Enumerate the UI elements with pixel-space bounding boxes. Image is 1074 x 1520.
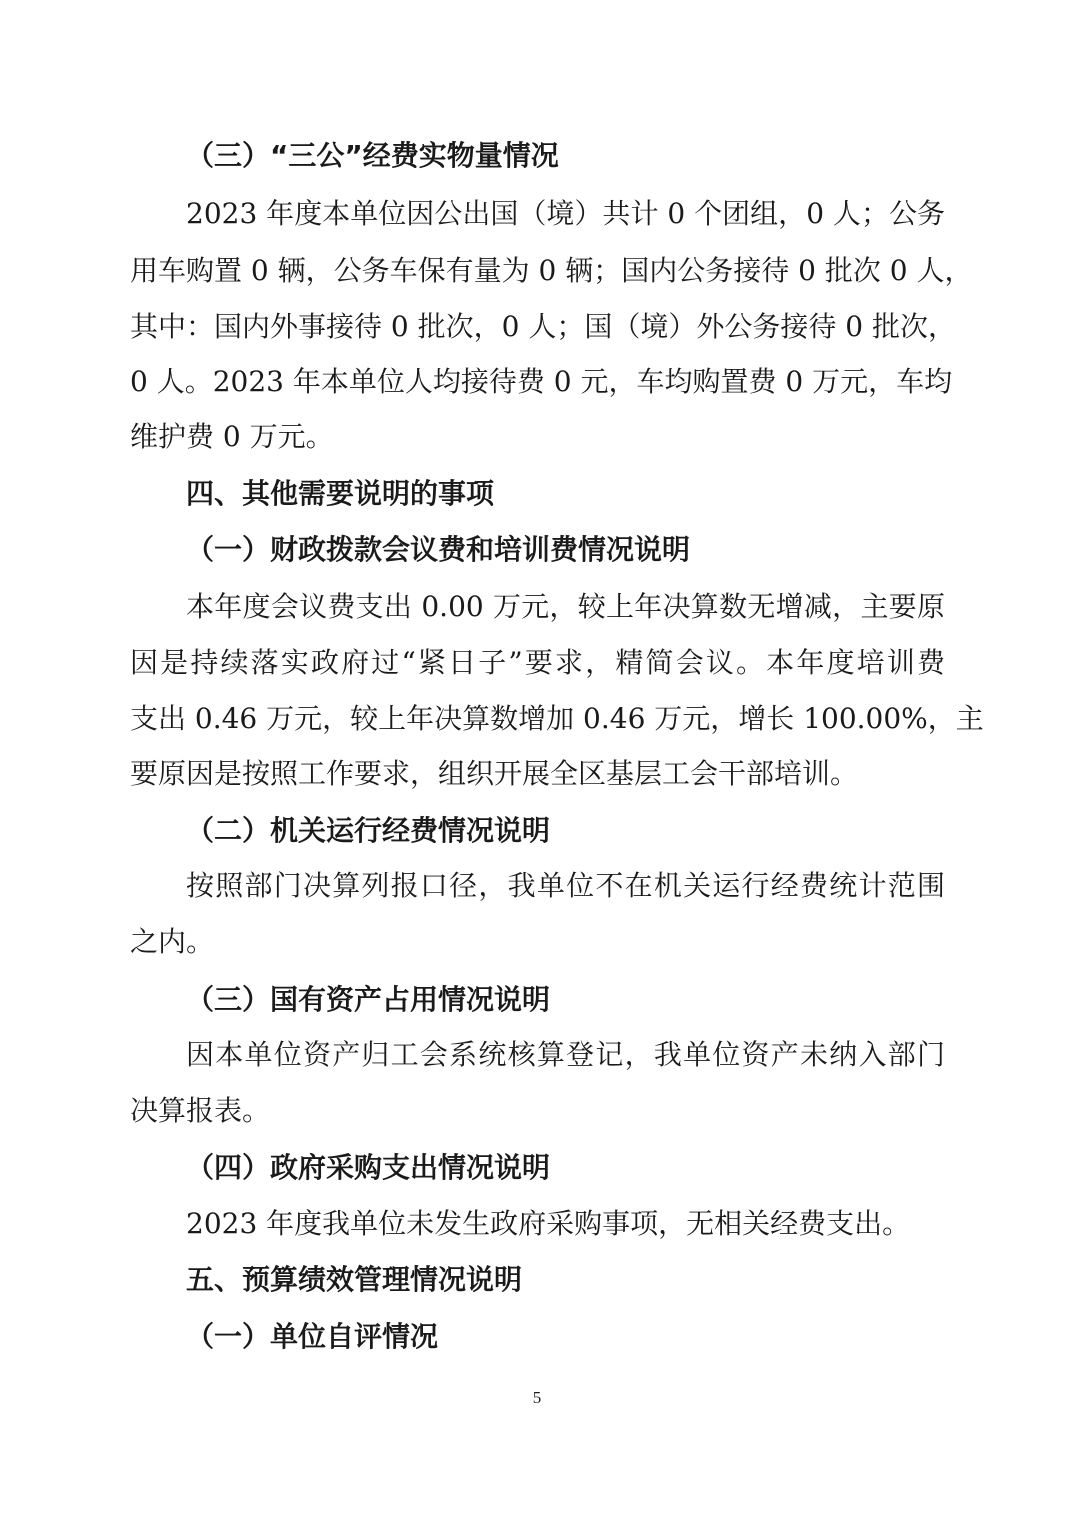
subsection-heading-state-assets: （三）国有资产占用情况说明 [186, 983, 551, 1016]
paragraph-line: 因是持续落实政府过“紧日子”要求，精简会议。本年度培训费 [130, 646, 945, 679]
section-heading-three-public-quantity: （三）“三公”经费实物量情况 [186, 139, 559, 172]
paragraph-line: 用车购置 0 辆，公务车保有量为 0 辆；国内公务接待 0 批次 0 人， [130, 254, 973, 287]
paragraph-line: 决算报表。 [130, 1094, 271, 1127]
subsection-heading-operating-expenses: （二）机关运行经费情况说明 [186, 814, 551, 847]
paragraph-line: 按照部门决算列报口径，我单位不在机关运行经费统计范围 [186, 869, 945, 902]
paragraph-line: 其中：国内外事接待 0 批次，0 人；国（境）外公务接待 0 批次， [130, 310, 956, 343]
section-heading-other-matters: 四、其他需要说明的事项 [186, 477, 495, 510]
subsection-heading-meeting-training: （一）财政拨款会议费和培训费情况说明 [186, 533, 691, 566]
subsection-heading-self-evaluation: （一）单位自评情况 [186, 1320, 439, 1353]
paragraph-line: 要原因是按照工作要求，组织开展全区基层工会干部培训。 [130, 757, 859, 790]
subsection-heading-government-procurement: （四）政府采购支出情况说明 [186, 1151, 551, 1184]
paragraph-line: 因本单位资产归工会系统核算登记，我单位资产未纳入部门 [186, 1038, 945, 1071]
paragraph-line: 本年度会议费支出 0.00 万元，较上年决算数无增减，主要原 [186, 590, 945, 623]
paragraph-line: 之内。 [130, 925, 215, 958]
page-number: 5 [532, 1388, 542, 1407]
paragraph-line: 支出 0.46 万元，较上年决算数增加 0.46 万元，增长 100.00%，主 [130, 702, 984, 735]
paragraph-line: 2023 年度我单位未发生政府采购事项，无相关经费支出。 [186, 1207, 911, 1240]
paragraph-line: 2023 年度本单位因公出国（境）共计 0 个团组，0 人；公务 [186, 197, 945, 230]
section-heading-performance-management: 五、预算绩效管理情况说明 [186, 1263, 523, 1296]
paragraph-line: 0 人。2023 年本单位人均接待费 0 元，车均购置费 0 万元，车均 [130, 365, 953, 398]
paragraph-line: 维护费 0 万元。 [130, 420, 334, 453]
